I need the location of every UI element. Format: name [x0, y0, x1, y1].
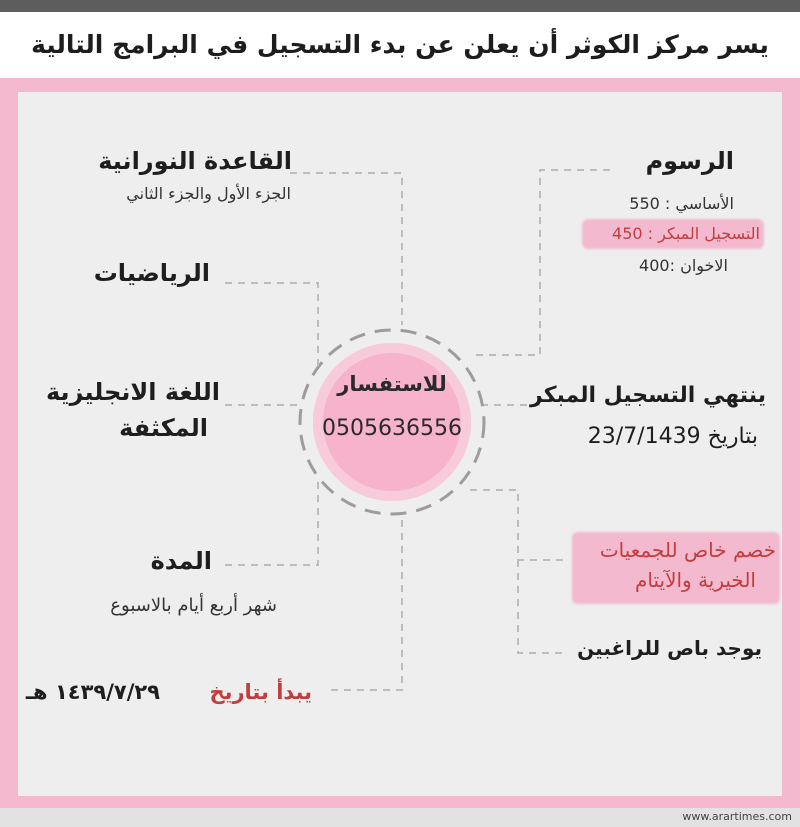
- fees-basic: الأساسي : 550: [629, 194, 734, 213]
- early-end-line1: ينتهي التسجيل المبكر: [530, 383, 766, 408]
- program-quran-title: القاعدة النورانية: [98, 147, 292, 175]
- footer-url: www.arartimes.com: [682, 810, 792, 823]
- footer-bar: [0, 808, 800, 827]
- program-math-title: الرياضيات: [93, 259, 210, 287]
- early-end-line2: بتاريخ 23/7/1439: [587, 424, 758, 449]
- discount-line2: الخيرية والآيتام: [635, 568, 756, 592]
- line-math: [225, 283, 318, 370]
- discount-line1: خصم خاص للجمعيات: [599, 538, 776, 562]
- line-duration: [225, 478, 318, 565]
- phone-number: 0505636556: [322, 416, 462, 441]
- start-date: ١٤٣٩/٧/٢٩ هـ: [25, 680, 160, 704]
- program-english-line1: اللغة الانجليزية: [46, 378, 220, 406]
- line-discount: [470, 490, 566, 560]
- line-bus: [518, 560, 566, 653]
- program-quran-subtitle: الجزء الأول والجزء الثاني: [126, 184, 291, 203]
- program-english-line2: المكثفة: [119, 414, 208, 442]
- duration-subtitle: شهر أربع أيام بالاسبوع: [110, 595, 277, 616]
- inquiry-label: للاستفسار: [337, 372, 447, 396]
- bus-note: يوجد باص للراغبين: [577, 636, 762, 660]
- fees-title: الرسوم: [645, 147, 734, 175]
- start-label: يبدأ بتاريخ: [209, 680, 312, 704]
- line-start: [328, 520, 402, 690]
- line-fees: [470, 170, 610, 355]
- fees-siblings: الاخوان :400: [639, 256, 728, 275]
- page-title: يسر مركز الكوثر أن يعلن عن بدء التسجيل في البرامج التالية: [31, 30, 769, 59]
- fees-early: التسجيل المبكر : 450: [612, 224, 760, 243]
- line-quran: [290, 173, 402, 325]
- duration-title: المدة: [150, 547, 212, 575]
